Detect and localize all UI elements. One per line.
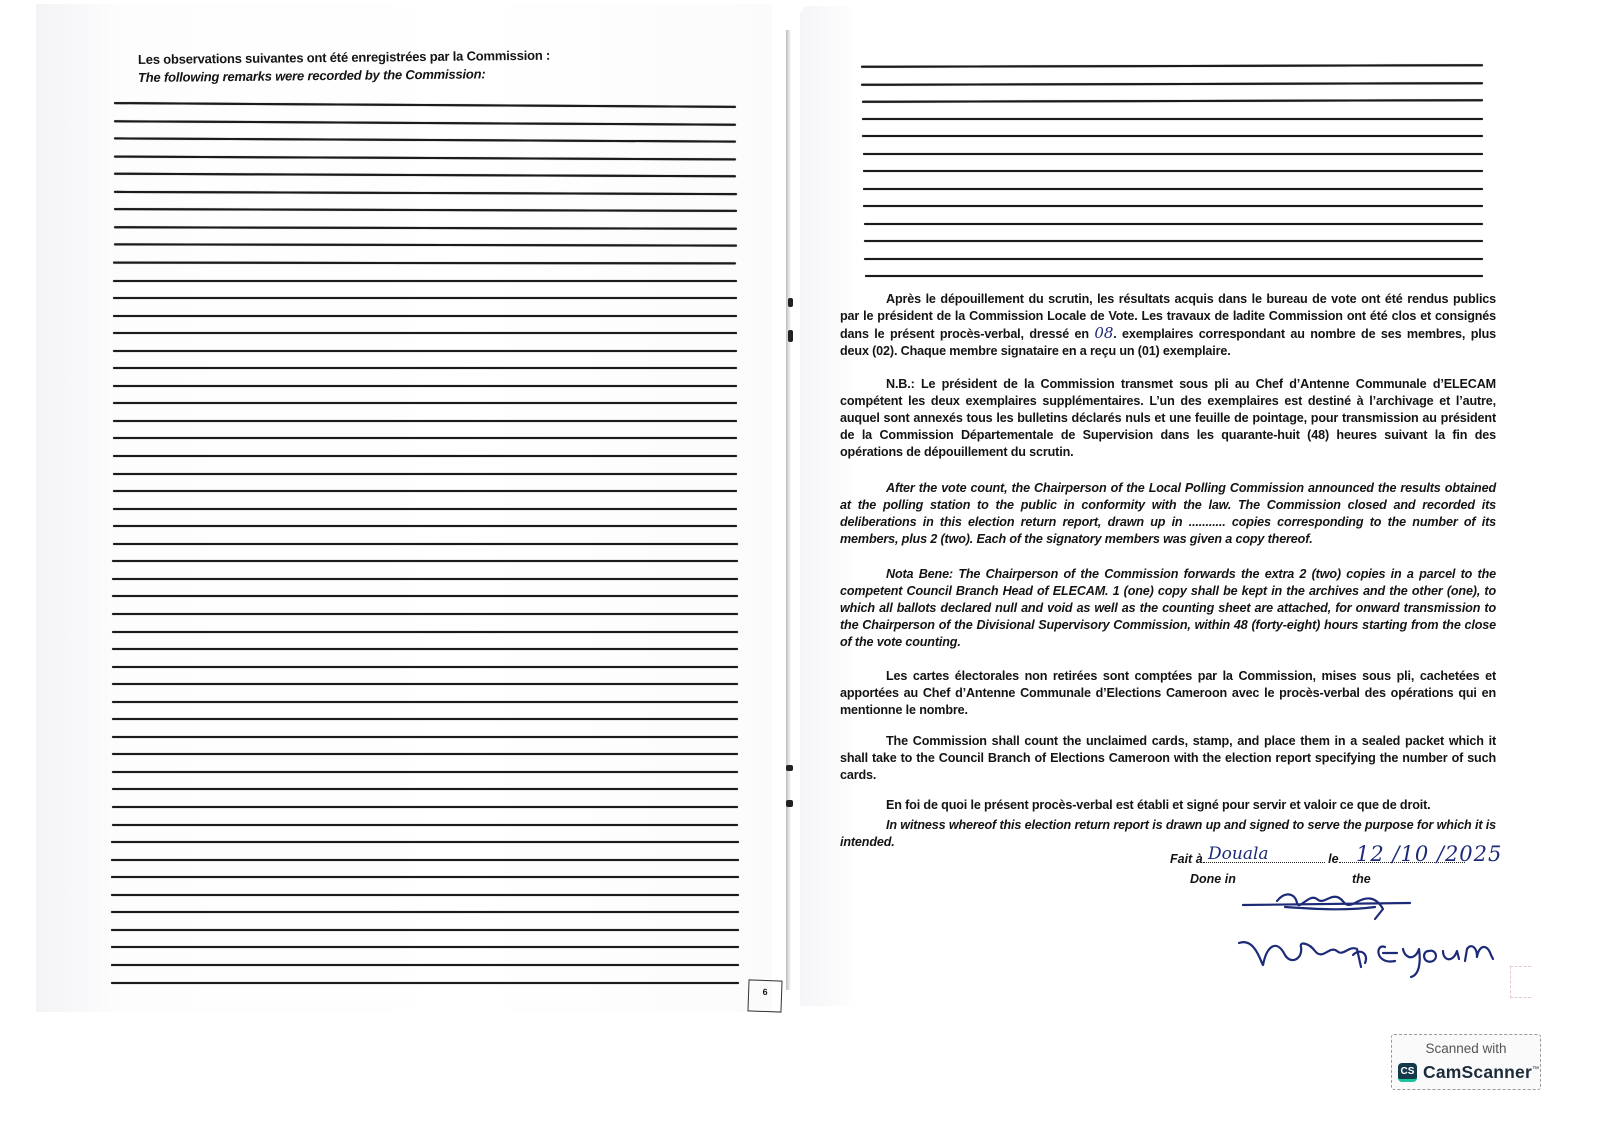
ruled-line [113, 350, 737, 352]
p3-text: After the vote count, the Chairperson of the Local Polling Commission announced the results obtained at the polling station to the public in conformity with the law. The Commission closed and recorded its deliberations in this election return report, drawn up in ........... copies corresponding to the number of its members, plus 2 (two). Each of the signatory members was given a copy thereof. [840, 481, 1496, 546]
book-gutter [786, 30, 791, 990]
trademark: ™ [1532, 1066, 1540, 1074]
scan-edge-mark [1510, 966, 1531, 998]
ruled-line [113, 490, 738, 492]
ruled-line [864, 240, 1483, 242]
ruled-line [863, 205, 1483, 207]
ruled-line [111, 859, 738, 861]
remarks-heading-en: The following remarks were recorded by the Commission: [137, 66, 486, 85]
ruled-line [112, 578, 737, 580]
p1-before: Après le dépouillement du scrutin, les résultats acquis dans le bureau de vote ont été rendus publics par le président de la Commission Locale de Vote. Les travaux de ladite Commission ont été clos et consignés dans le présent procès-verbal, dressé en [840, 292, 1496, 341]
p7-text: En foi de quoi le présent procès-verbal est établi et signé pour servir et valoir ce que de droit. [886, 798, 1431, 812]
ruled-line [112, 613, 737, 615]
staple-mark [786, 765, 793, 771]
remarks-heading-fr: Les observations suivantes ont été enregistrées par la Commission : [137, 47, 551, 67]
ruled-line [113, 280, 736, 282]
page-number: 6 [747, 979, 782, 1012]
handwritten-date: 12 /10 /2025 [1356, 842, 1503, 866]
ruled-line [111, 929, 739, 931]
done-in-label: Done in [1190, 872, 1236, 886]
ruled-line [112, 771, 739, 773]
ruled-line [113, 543, 738, 545]
signature-icon [1225, 885, 1515, 980]
ruled-line [862, 135, 1483, 137]
paragraph-results-en [840, 480, 1496, 548]
handwritten-city: Douala [1208, 844, 1269, 864]
fait-a-label: Fait à [1170, 852, 1203, 866]
p1-after: . exemplaires correspondant au nombre de ses membres, plus deux (02). Chaque membre signataire en a reçu un (01) exemplaire. [840, 327, 1497, 358]
paragraph-cards-fr [840, 668, 1496, 719]
paragraph-results-fr [840, 291, 1496, 360]
ruled-line [862, 118, 1483, 120]
ruled-line [113, 508, 738, 510]
brand-text: CamScanner [1423, 1062, 1532, 1082]
the-label: the [1352, 872, 1371, 886]
ruled-line [113, 420, 737, 422]
staple-mark [786, 800, 793, 807]
camscanner-logo-icon: CS [1398, 1063, 1417, 1082]
ruled-line [111, 841, 738, 843]
ruled-line [112, 806, 739, 808]
ruled-line [112, 718, 738, 720]
ruled-line [112, 824, 739, 826]
ruled-line [112, 648, 738, 650]
ruled-line [863, 170, 1483, 172]
p5-text: Les cartes électorales non retirées sont comptées par la Commission, mises sous pli, cachetées et apportées au Chef d’Antenne Communale d’Elections Cameroon avec le procès-verbal des opérations qui en mentionne le nombre. [840, 669, 1496, 717]
ruled-line [112, 736, 738, 738]
ruled-line [112, 701, 738, 703]
p6-text: The Commission shall count the unclaimed cards, stamp, and place them in a sealed packet which it shall take to the Council Branch of Elections Cameroon with the election report specifying the number of such cards. [840, 734, 1496, 782]
staple-mark [788, 298, 793, 307]
le-label: le [1328, 852, 1339, 866]
p4-text: Nota Bene: The Chairperson of the Commission forwards the extra 2 (two) copies in a parcel to the competent Council Branch Head of ELECAM. 1 (one) copy shall be kept in the archives and the other (one), to which all ballots declared null and void as well as the counting sheet are attached, for onward transmission to the Chairperson of the Divisional Supervisory Commission, within 48 (forty-eight) hours starting from the close of the vote counting. [840, 567, 1496, 649]
scanned-with-label: Scanned with [1425, 1041, 1507, 1056]
ruled-line [113, 367, 737, 369]
ruled-line [112, 683, 738, 685]
camscanner-brand [1423, 1062, 1539, 1083]
ruled-line [863, 153, 1484, 155]
staple-mark [788, 330, 793, 342]
ruled-line [864, 258, 1483, 260]
ruled-line [112, 666, 738, 668]
paragraph-witness-fr [840, 797, 1496, 814]
ruled-line [113, 332, 737, 334]
p8-text: In witness whereof this election return report is drawn up and signed to serve the purpose for which it is intended. [840, 818, 1496, 849]
camscanner-watermark [1391, 1034, 1541, 1090]
paragraph-nb-fr [840, 376, 1496, 461]
ruled-line [111, 894, 738, 896]
p2-text: N.B.: Le président de la Commission transmet sous pli au Chef d’Antenne Communale d’ELECAM compétent les deux exemplaires supplémentaires. L’un des exemplaires est destiné à l’archivage et l’autre, auquel sont annexés tous les bulletins déclarés nuls et une feuille de pointage, pour transmission au président de la Commission Départementale de Supervision dans les quarante-huit (48) heures suivant la fin des opérations de dépouillement du scrutin. [840, 377, 1496, 459]
paragraph-cards-en [840, 733, 1496, 784]
ruled-line [113, 297, 736, 299]
ruled-line [113, 315, 736, 317]
ruled-line [113, 525, 738, 527]
ruled-line [864, 223, 1483, 225]
ruled-line [113, 385, 737, 387]
ruled-line [863, 188, 1483, 190]
ruled-line [111, 911, 739, 913]
ruled-line [111, 964, 739, 966]
ruled-line [865, 275, 1483, 277]
handwritten-copies: 08 [1094, 324, 1114, 342]
ruled-line [113, 473, 738, 475]
ruled-line [112, 560, 737, 562]
ruled-line [112, 631, 738, 633]
ruled-line [113, 455, 737, 457]
ruled-line [111, 876, 738, 878]
ruled-line [111, 982, 739, 984]
paragraph-nb-en [840, 566, 1496, 651]
